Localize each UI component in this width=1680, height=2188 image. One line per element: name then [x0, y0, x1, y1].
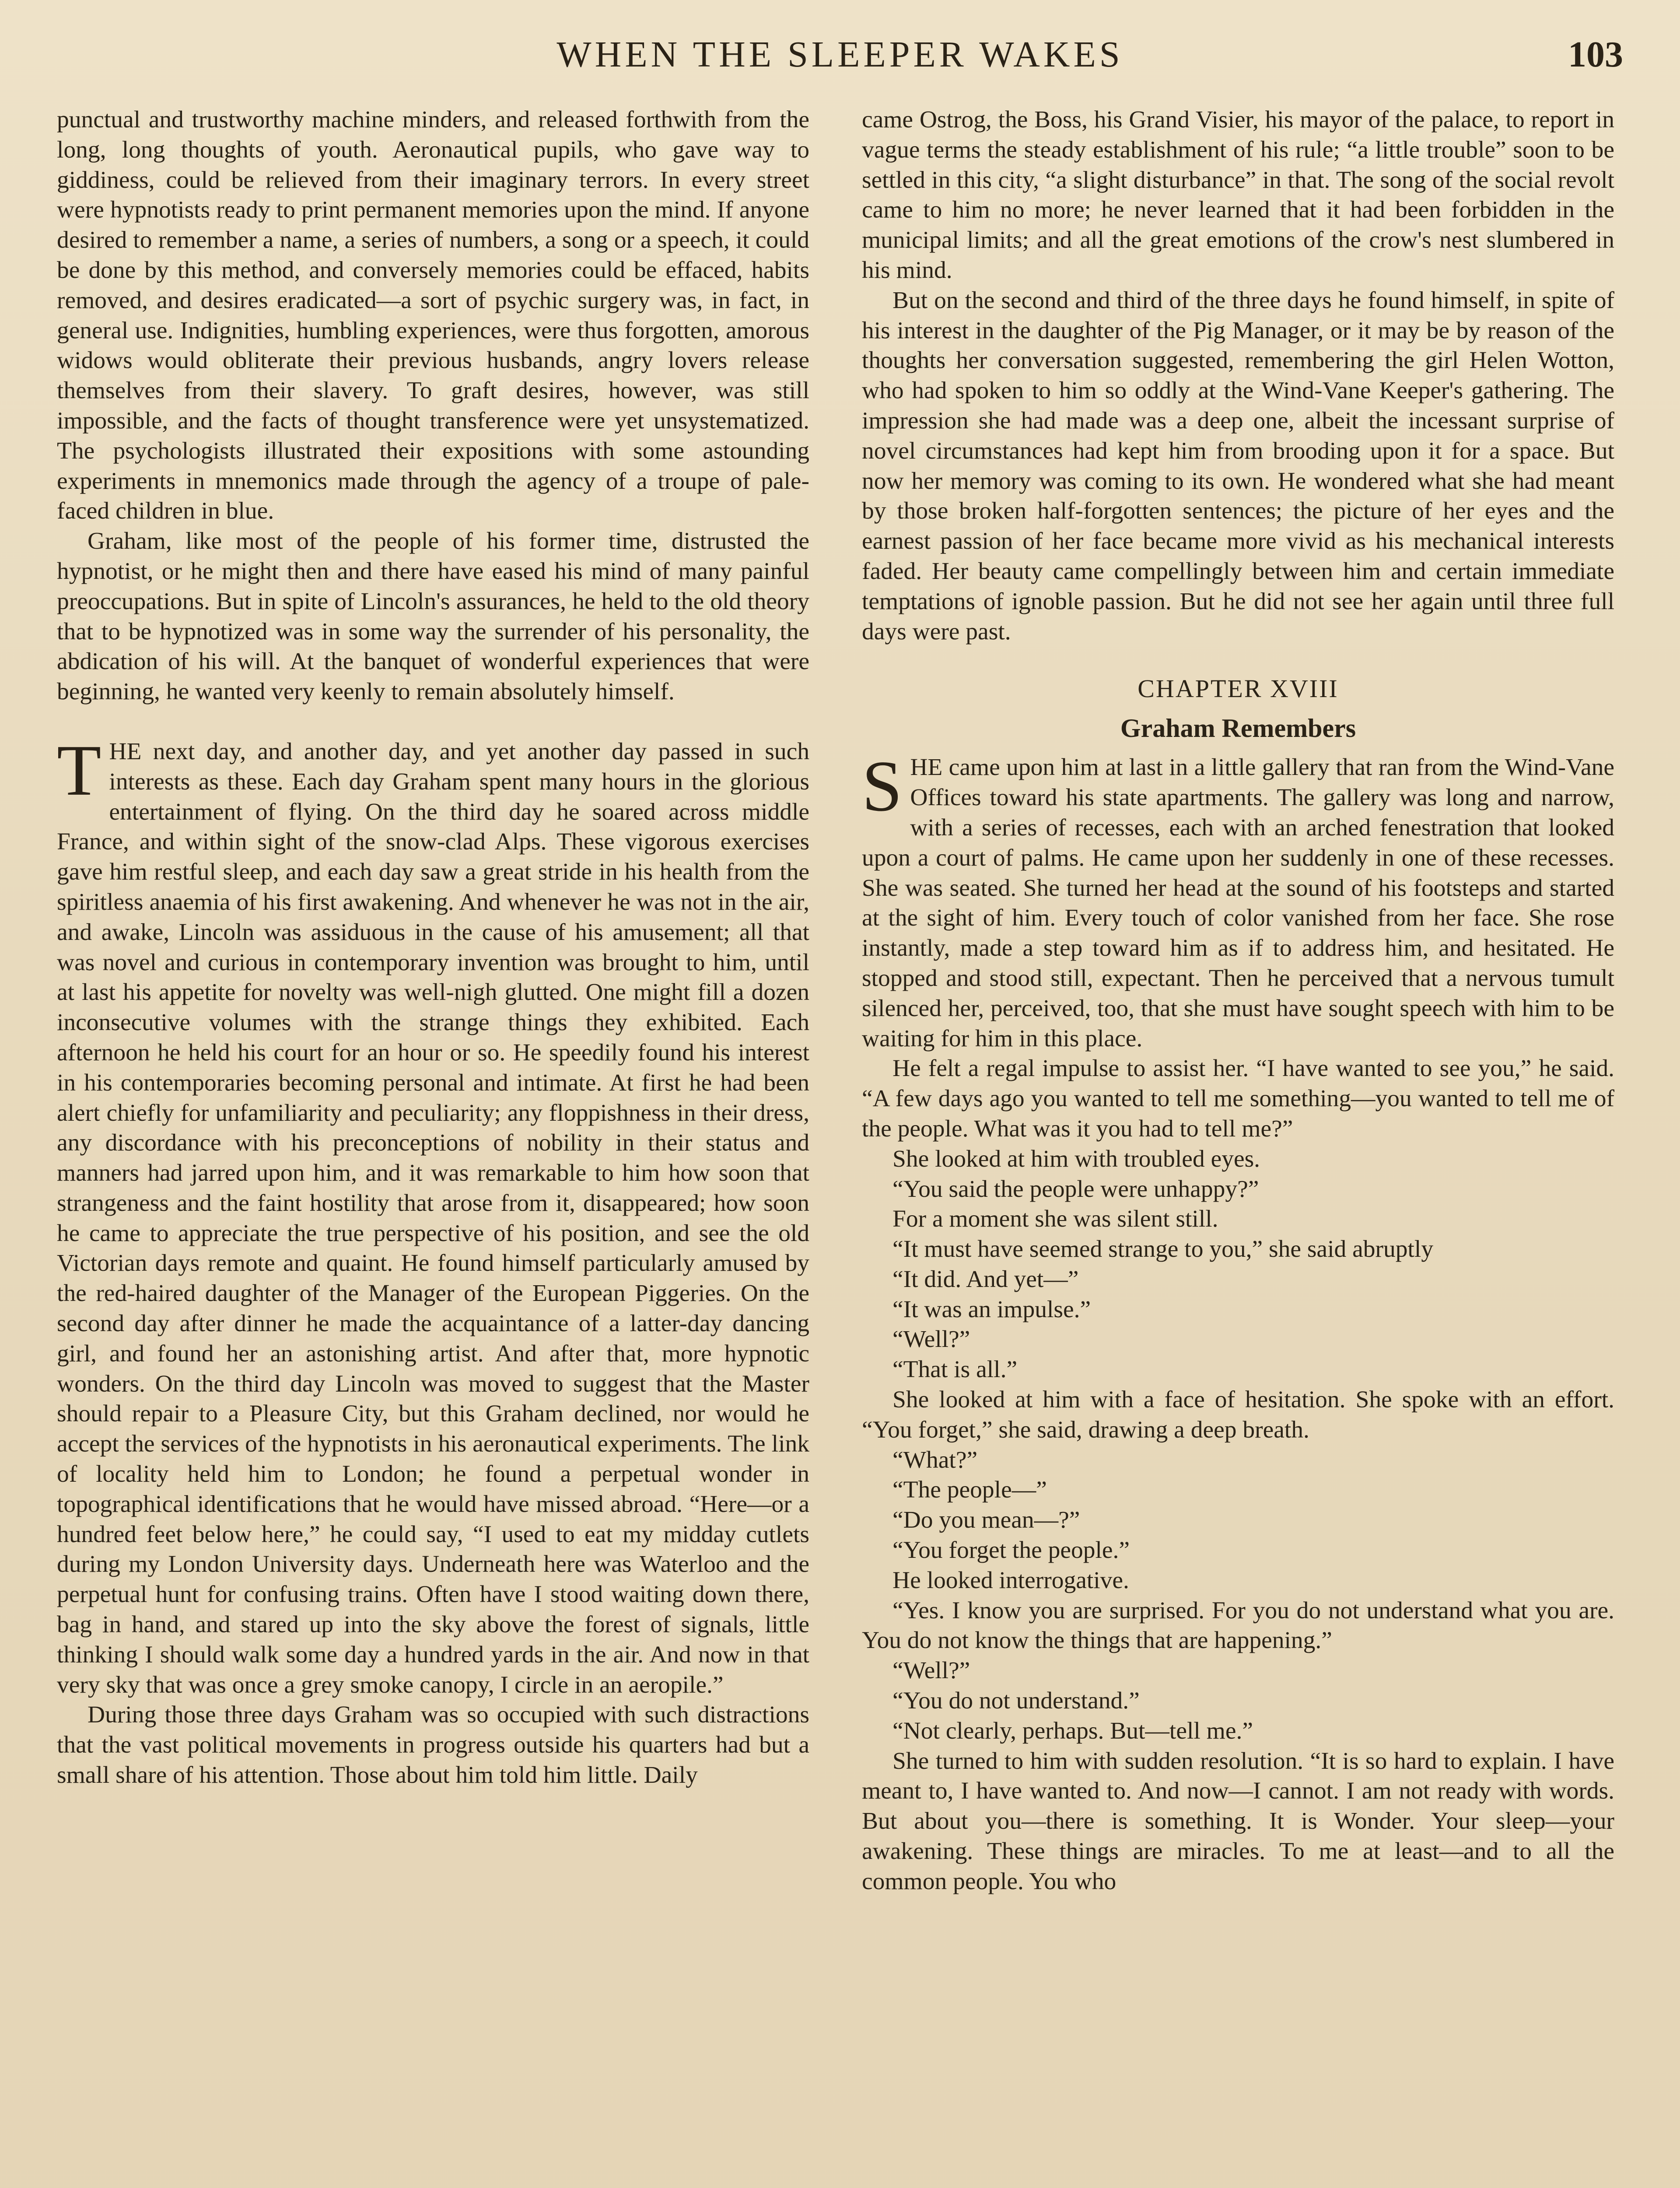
paragraph: She turned to him with sudden resolution. “It is so hard to explain. I have meant to, I have wanted to. And now—I cannot. I am not ready with words. But about you—there is something. It is Wonder. Your sleep—your awakening. These things are miracles. To me at least—and to all the common people. You who [862, 1747, 1614, 1895]
chapter-number: CHAPTER XVIII [1138, 674, 1339, 703]
paragraph: “Well?” [892, 1326, 970, 1353]
paragraph: During those three days Graham was so occupied with such distractions that the vast political movements in progress outside his quarters had but a small share of his attention. Those about him told him little. Daily [57, 1701, 809, 1789]
paragraph: But on the second and third of the three days he found himself, in spite of his interest in the daughter of the Pig Manager, or it may be by reason of the thoughts her conversation suggested, remembering the girl Helen Wotton, who had spoken to him so oddly at the Wind-Vane Keeper's gathering. The impression she had made was a deep one, albeit the incessant surprise of novel circumstances had kept him from brooding upon it for a space. But now her memory was coming to its own. He wondered what she had meant by those broken half-forgotten sentences; the picture of her eyes and the earnest passion of her face became more vivid as his mechanical interests faded. Her beauty came compellingly between him and certain immediate temptations of ignoble passion. But he did not see her again until three full days were past. [862, 287, 1614, 645]
paragraph: “The people—” [892, 1476, 1047, 1504]
text-columns [57, 105, 1614, 2188]
page-number: 103 [1568, 34, 1623, 75]
paragraph: “That is all.” [892, 1356, 1018, 1383]
drop-cap: S [862, 746, 903, 827]
paragraph: For a moment she was silent still. [892, 1206, 1218, 1233]
paragraph [57, 729, 809, 1701]
left-column [57, 105, 809, 2188]
paragraph: “You do not understand.” [892, 1687, 1140, 1715]
paragraph: “Well?” [892, 1657, 970, 1684]
drop-cap: T [57, 729, 102, 810]
paragraph: “It must have seemed strange to you,” she said abruptly [892, 1236, 1434, 1263]
paragraph: “Not clearly, perhaps. But—tell me.” [892, 1717, 1253, 1744]
section-gap [57, 707, 809, 737]
running-title: WHEN THE SLEEPER WAKES [556, 34, 1124, 75]
paragraph: She looked at him with a face of hesitation. She spoke with an effort. “You forget,” she said, drawing a deep breath. [862, 1386, 1614, 1443]
section-gap [862, 647, 1614, 662]
paragraph: Graham, like most of the people of his former time, distrusted the hypnotist, or he might then and there have eased his mind of many painful preoccupations. But in spite of Lincoln's assurances, he held to the old theory that to be hypnotized was in some way the surrender of his personality, the abdication of his will. At the banquet of wonderful experiences that were beginning, he wanted very keenly to remain absolutely himself. [57, 528, 809, 705]
paragraph-text: HE came upon him at last in a little gallery that ran from the Wind-Vane Offices toward his state apartments. The gallery was long and narrow, with a series of recesses, each with an arched fenestration that looked upon a court of palms. He came upon her suddenly in one of these recesses. She was seated. She turned her head at the sound of his footsteps and started at the sight of him. Every touch of color vanished from her face. She rose instantly, made a step toward him as if to address him, and hesitated. He stopped and stood still, expectant. Then he perceived that a nervous tumult silenced her, perceived, too, that she must have sought speech with him to be waiting for him in this place. [862, 754, 1614, 1052]
paragraph: “What?” [892, 1446, 978, 1473]
paragraph-text: HE next day, and another day, and yet another day passed in such interests as these. Each day Graham spent many hours in the glorious entertainment of flying. On the third day he soared across middle France, and within sight of the snow-clad Alps. These vigorous exercises gave him restful sleep, and each day saw a great stride in his health from the spiritless anaemia of his first awakening. And whenever he was not in the air, and awake, Lincoln was assiduous in the cause of his amusement; all that was novel and curious in contemporary invention was brought to him, until at last his appetite for novelty was well-nigh glutted. One might fill a dozen inconsecutive volumes with the strange things they exhibited. Each afternoon he held his court for an hour or so. He speedily found his interest in his contemporaries becoming personal and intimate. At first he had been alert chiefly for unfamiliarity and peculiarity; any floppishness in their dress, any discordance with his preconceptions of nobility in their status and manners had jarred upon him, and it was remarkable to him how soon that strangeness and the faint hostility that arose from it, disappeared; how soon he came to appreciate the true perspective of his position, and see the old Victorian days remote and quaint. He found himself particularly amused by the red-haired daughter of the Manager of the European Piggeries. On the second day after dinner he made the acquaintance of a latter-day dancing girl, and found her an astonishing artist. And after that, more hypnotic wonders. On the third day Lincoln was moved to suggest that the Master should repair to a Pleasure City, but this Graham declined, nor would he accept the services of the hypnotists in his aeronautical experiments. The link of locality held him to London; he found a perpetual wonder in topographical identifications that he would have missed abroad. “Here—or a hundred feet below here,” he could say, “I used to eat my midday cutlets during my London University days. Underneath here was Waterloo and the perpetual hunt for confusing trains. Often have I stood waiting down there, bag in hand, and stared up into the sky above the forest of signals, little thinking I should walk some day a hundred yards in the air. And now in that very sky that was once a grey smoke canopy, I circle in an aeropile.” [57, 738, 809, 1698]
paragraph: “You forget the people.” [892, 1537, 1130, 1564]
running-head [57, 31, 1623, 79]
paragraph: He looked interrogative. [892, 1567, 1129, 1594]
paragraph: “It was an impulse.” [892, 1296, 1091, 1323]
paragraph: “Yes. I know you are surprised. For you do not understand what you are. You do not know the things that are happening.” [862, 1597, 1614, 1654]
paragraph: She looked at him with troubled eyes. [892, 1145, 1260, 1172]
paragraph: “Do you mean—?” [892, 1507, 1080, 1534]
paragraph: “It did. And yet—” [892, 1266, 1079, 1293]
paragraph: He felt a regal impulse to assist her. “I have wanted to see you,” he said. “A few days ago you wanted to tell me something—you wanted to tell me of the people. What was it you had to tell me?” [862, 1055, 1614, 1142]
paragraph: “You said the people were unhappy?” [892, 1175, 1259, 1203]
paragraph [862, 746, 1614, 1054]
chapter-title: Graham Remembers [1120, 714, 1356, 743]
paragraph: punctual and trustworthy machine minders, and released forthwith from the long, long thoughts of youth. Aeronautical pupils, who gave way to giddiness, could be relieved from their imaginary terrors. In every street were hypnotists ready to print permanent memories upon the mind. If anyone desired to remember a name, a series of numbers, a song or a speech, it could be done by this method, and conversely memories could be effaced, habits removed, and desires eradicated—a sort of psychic surgery was, in fact, in general use. Indignities, humbling experiences, were thus forgotten, amorous widows would obliterate their previous husbands, angry lovers release themselves from their slavery. To graft desires, however, was still impossible, and the facts of thought transference were yet unsystematized. The psychologists illustrated their expositions with some astounding experiments in mnemonics made through the agency of a troupe of pale-faced children in blue. [57, 106, 809, 525]
paragraph: came Ostrog, the Boss, his Grand Visier, his mayor of the palace, to report in vague terms the steady establishment of his rule; “a little trouble” soon to be settled in this city, “a slight disturbance” in that. The song of the social revolt came to him no more; he never learned that it had been forbidden in the municipal limits; and all the great emotions of the crow's nest slumbered in his mind. [862, 106, 1614, 284]
right-column [862, 105, 1614, 2188]
